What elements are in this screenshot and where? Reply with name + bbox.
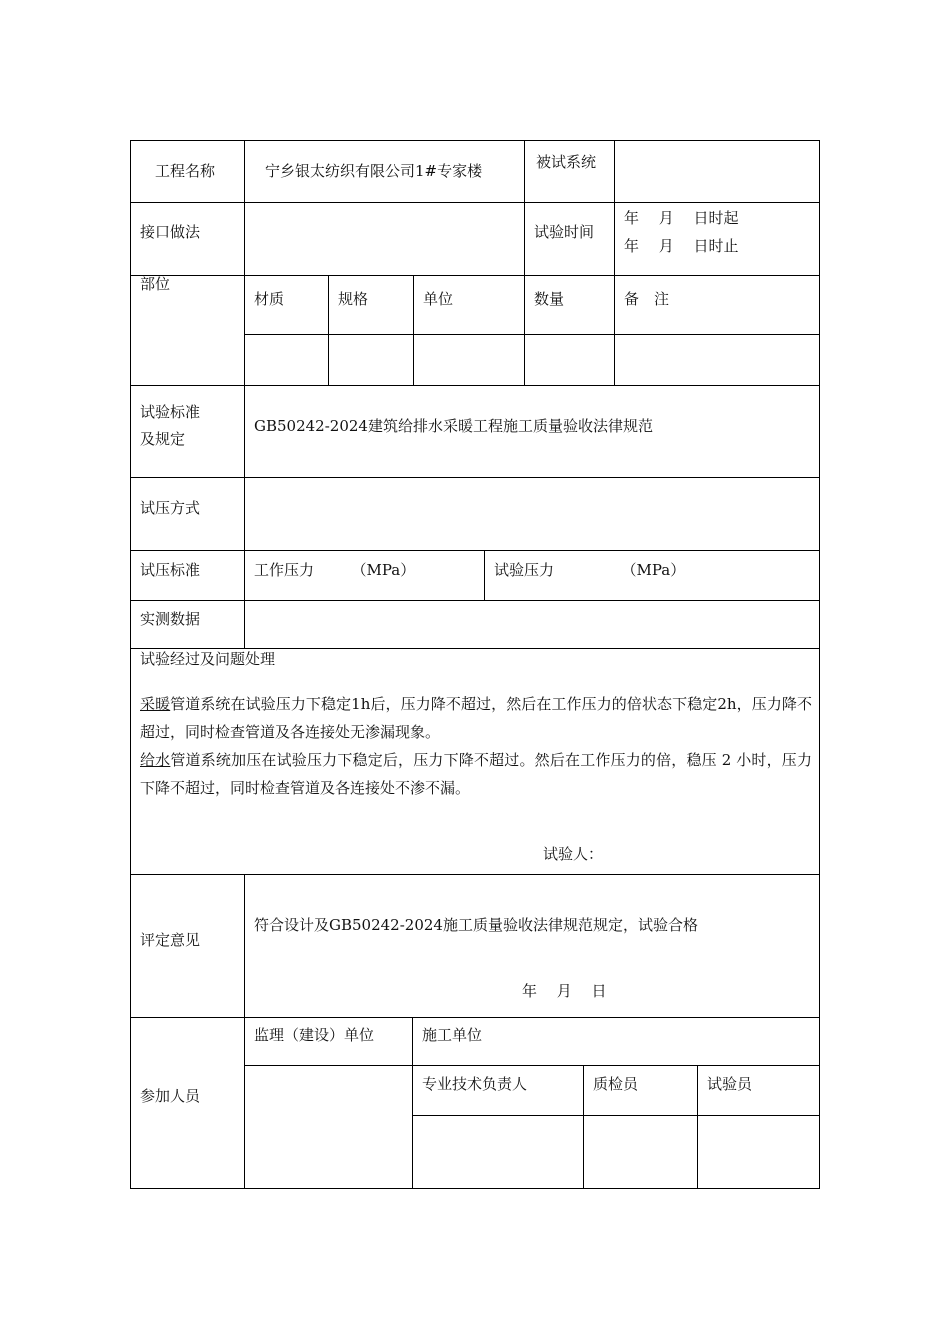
- rule-left: [130, 140, 131, 1189]
- material-header: 材质: [254, 290, 285, 308]
- rule-r4: [130, 385, 820, 386]
- test-time-label: 试验时间: [534, 223, 595, 241]
- tested-system-label: 被试系统: [536, 153, 597, 171]
- standard-label-line1: 试验标准: [140, 403, 201, 421]
- unit-header: 单位: [423, 290, 454, 308]
- rule-r12: [412, 1115, 820, 1116]
- standard-value: GB50242-2024建筑给排水采暖工程施工质量验收法律规范: [254, 417, 653, 435]
- measured-data-label: 实测数据: [140, 610, 201, 628]
- quantity-header: 数量: [534, 290, 565, 308]
- rule-c-system: [524, 140, 525, 386]
- rule-bottom: [130, 1188, 820, 1189]
- rule-c-spec: [328, 275, 329, 386]
- rule-c-tester: [697, 1065, 698, 1189]
- process-paragraph-heating: [140, 690, 812, 746]
- rule-r10: [130, 1017, 820, 1018]
- rule-r11: [244, 1065, 820, 1066]
- interface-method-label: 接口做法: [140, 223, 201, 241]
- rule-right: [819, 140, 820, 1189]
- participants-label: 参加人员: [140, 1087, 201, 1105]
- tester-header: 试验员: [707, 1075, 753, 1093]
- rule-c-qc: [583, 1065, 584, 1189]
- rule-c-system-value: [614, 140, 615, 386]
- rule-c-test-pressure: [484, 550, 485, 601]
- supervisor-unit-header: 监理（建设）单位: [254, 1026, 375, 1044]
- water-keyword: 给水: [140, 751, 171, 769]
- evaluation-date: 年 月 日: [522, 982, 607, 1000]
- evaluation-label: 评定意见: [140, 931, 201, 949]
- rule-top: [130, 140, 820, 141]
- rule-c-contractor: [412, 1017, 413, 1189]
- rule-r5: [130, 477, 820, 478]
- standard-label-line2: 及规定: [140, 430, 186, 448]
- pressure-standard-label: 试压标准: [140, 561, 201, 579]
- evaluation-text: 符合设计及GB50242-2024施工质量验收法律规范规定，试验合格: [254, 916, 698, 934]
- heating-text: 管道系统在试验压力下稳定1h后，压力降不超过，然后在工作压力的倍状态下稳定2h，压力降不超过，同时检查管道及各连接处无渗漏现象。: [140, 695, 812, 741]
- tester-signature-label: 试验人：: [543, 845, 604, 863]
- part-label: 部位: [140, 275, 171, 293]
- test-time-start: 年 月 日时起: [624, 209, 739, 227]
- process-title: 试验经过及问题处理: [140, 650, 276, 668]
- remark-header: 备 注: [624, 290, 670, 308]
- rule-r3: [244, 334, 820, 335]
- project-name-label: 工程名称: [155, 162, 216, 180]
- heating-keyword: 采暖: [140, 695, 171, 713]
- process-paragraph-water: [140, 746, 812, 802]
- test-pressure: 试验压力 （MPa）: [494, 561, 686, 579]
- work-pressure: 工作压力 （MPa）: [254, 561, 416, 579]
- rule-r2: [130, 275, 820, 276]
- rule-r6: [130, 550, 820, 551]
- qc-header: 质检员: [593, 1075, 639, 1093]
- rule-r9: [130, 874, 820, 875]
- rule-r7: [130, 600, 820, 601]
- rule-r1: [130, 202, 820, 203]
- rule-c-unit: [413, 275, 414, 386]
- rule-label-col-b: [244, 874, 245, 1189]
- rule-label-col-a: [244, 140, 245, 649]
- test-method-label: 试压方式: [140, 499, 201, 517]
- contractor-unit-header: 施工单位: [422, 1026, 483, 1044]
- project-name-value: 宁乡银太纺织有限公司1#专家楼: [265, 162, 483, 180]
- water-text: 管道系统加压在试验压力下稳定后，压力下降不超过。然后在工作压力的倍，稳压 2 小时，压力下降不超过，同时检查管道及各连接处不渗不漏。: [140, 751, 812, 797]
- test-time-end: 年 月 日时止: [624, 237, 739, 255]
- spec-header: 规格: [338, 290, 369, 308]
- tech-lead-header: 专业技术负责人: [422, 1075, 528, 1093]
